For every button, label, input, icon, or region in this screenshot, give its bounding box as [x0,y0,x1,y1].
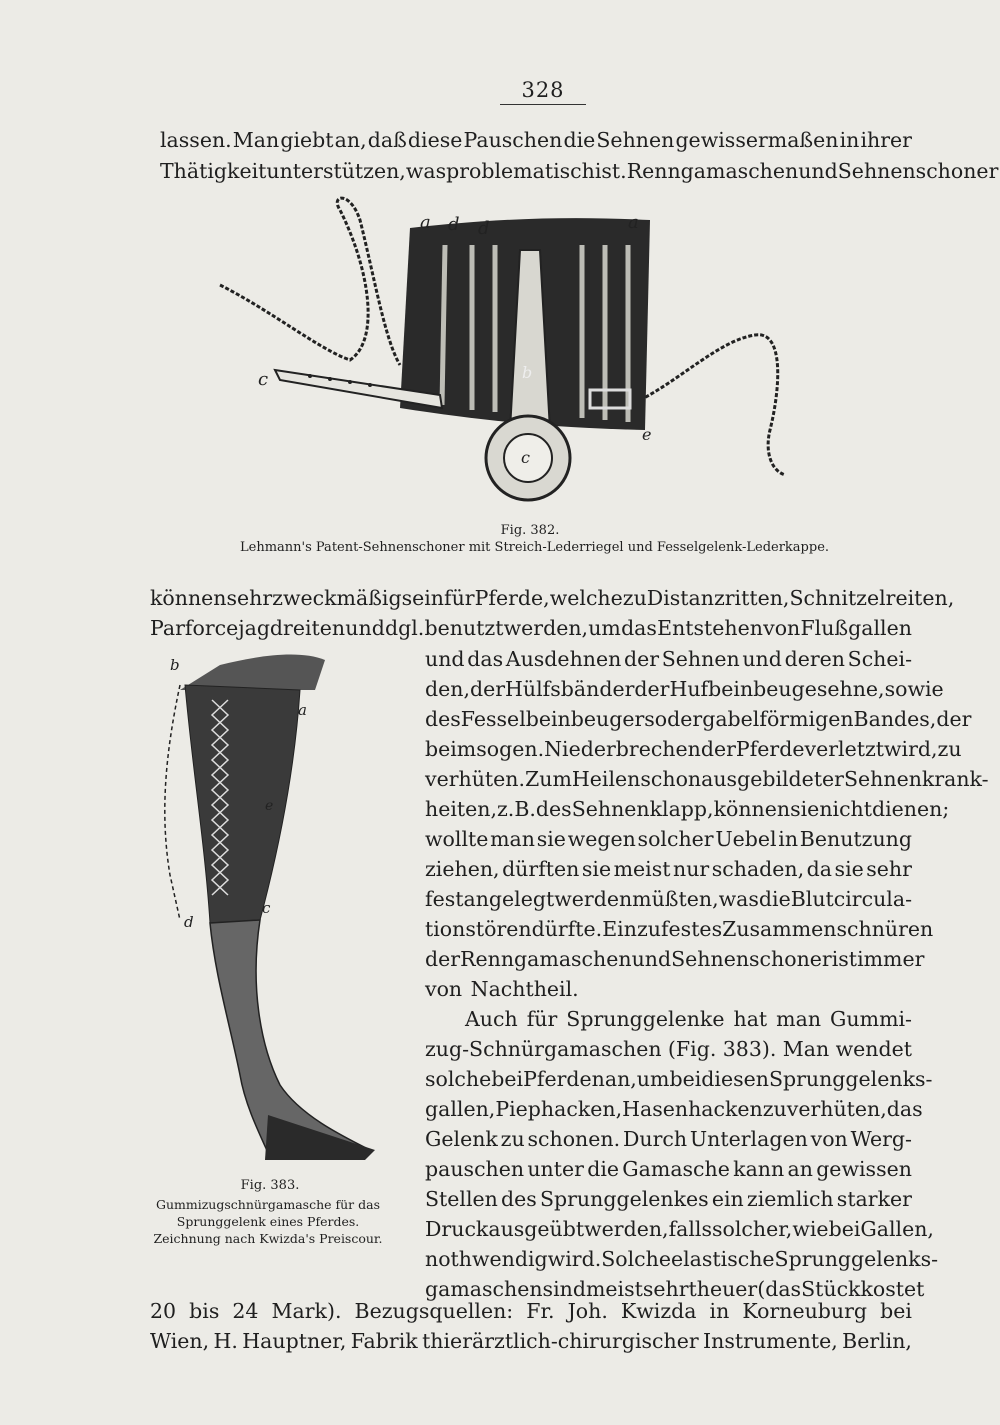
figure-382-letter-a1: a [420,212,431,233]
right-col-line-12: von Nachtheil. [425,977,579,1001]
figure-382-illustration [210,190,810,520]
right-col-line-4: beim sogen. Niederbrechen der Pferde verletzt wird, zu [425,737,962,761]
right-col-line-9: fest angelegt werden müßten, was die Blutcircula- [425,887,912,911]
right-col-line-21: nothwendig wird. Solche elastische Sprunggelenks- [425,1247,939,1271]
figure-383-letter-d: d [184,913,194,931]
body-line-6: Wien, H. Hauptner, Fabrik thierärztlich-chirurgischer Instrumente, Berlin, [150,1329,912,1353]
figure-382-letter-d1: d [448,214,460,235]
body-line-1: lassen. Man giebt an, daß diese Pauschen die Sehnen gewissermaßen in ihrer [160,128,912,152]
figure-383-upper-leg [180,655,325,690]
right-col-line-5: verhüten. Zum Heilen schon ausgebildeter Sehnenkrank- [425,767,989,791]
figure-382-caption: Lehmann's Patent-Sehnenschoner mit Streich-Lederriegel und Fesselgelenk-Lederkappe. [240,540,830,555]
figure-383-letter-e: e [265,798,274,814]
figure-382-letter-b: b [522,363,533,382]
right-col-line-2: den, der Hülfsbänder der Hufbeinbeugesehne, sowie [425,677,944,701]
figure-382-letter-c1: c [258,369,269,390]
page-number-rule [500,104,586,105]
right-col-line-22: gamaschen sind meist sehr theuer (das Stück kostet [425,1277,925,1301]
right-col-line-6: heiten, z. B. des Sehnenklapp, können sie nicht dienen; [425,797,950,821]
figure-382-letter-c2: c [521,448,530,467]
figure-383-caption-line-1: Gummizugschnürgamasche für das [155,1197,380,1212]
figure-383-letter-a: a [298,701,307,719]
right-col-line-8: ziehen, dürften sie meist nur schaden, da sie sehr [425,857,912,881]
right-col-line-1: und das Ausdehnen der Sehnen und deren Schei- [425,647,912,671]
figure-382-cord-right [640,335,785,475]
figure-382-cord-left [220,198,400,365]
figure-383-letter-c: c [262,899,271,917]
figure-383-label: Fig. 383. [240,1178,300,1193]
right-col-line-11: der Renngamaschen und Sehnenschoner ist immer [425,947,925,971]
right-col-line-20: Druck ausgeübt werden, falls solcher, wie bei Gallen, [425,1217,934,1241]
right-col-line-15: solche bei Pferden an, um bei diesen Sprunggelenks- [425,1067,933,1091]
figure-383-gaiter [185,685,300,923]
figure-383-lower-leg [210,920,370,1157]
figure-382-letter-e: e [642,425,652,444]
right-col-line-13: Auch für Sprunggelenke hat man Gummi- [465,1007,912,1031]
right-col-line-10: tion stören dürfte. Ein zu festes Zusammenschnüren [425,917,934,941]
right-col-line-18: pauschen unter die Gamasche kann an gewissen [425,1157,912,1181]
page-number: 328 [521,78,565,102]
body-line-2: Thätigkeit unterstützen, was problematisch ist. Renngamaschen und Sehnenschoner [160,159,999,183]
body-line-4: Parforcejagdreiten und dgl. benutzt werden, um das Entstehen von Flußgallen [150,616,912,640]
figure-383-illustration [150,645,400,1170]
figure-382-label: Fig. 382. [500,523,560,538]
right-col-line-16: gallen, Piephacken, Hasenhacken zu verhüten, das [425,1097,923,1121]
right-col-line-3: des Fesselbeinbeugers oder gabelförmigen Bandes, der [425,707,972,731]
figure-382-letter-d2: d [478,218,490,239]
figure-383-letter-b: b [170,656,180,674]
body-line-5: 20 bis 24 Mark). Bezugsquellen: Fr. Joh. Kwizda in Korneuburg bei [150,1299,912,1323]
figure-383-caption-line-2: Sprunggelenk eines Pferdes. [176,1214,360,1229]
figure-383-caption-line-3: Zeichnung nach Kwizda's Preiscour. [153,1231,383,1246]
body-line-3: können sehr zweckmäßig sein für Pferde, welche zu Distanzritten, Schnitzelreiten, [150,586,955,610]
right-col-line-14: zug-Schnürgamaschen (Fig. 383). Man wendet [425,1037,912,1061]
figure-382-letter-a2: a [628,212,639,233]
right-col-line-7: wollte man sie wegen solcher Uebel in Benutzung [425,827,912,851]
right-col-line-17: Gelenk zu schonen. Durch Unterlagen von Werg- [425,1127,912,1151]
right-col-line-19: Stellen des Sprunggelenkes ein ziemlich starker [425,1187,912,1211]
